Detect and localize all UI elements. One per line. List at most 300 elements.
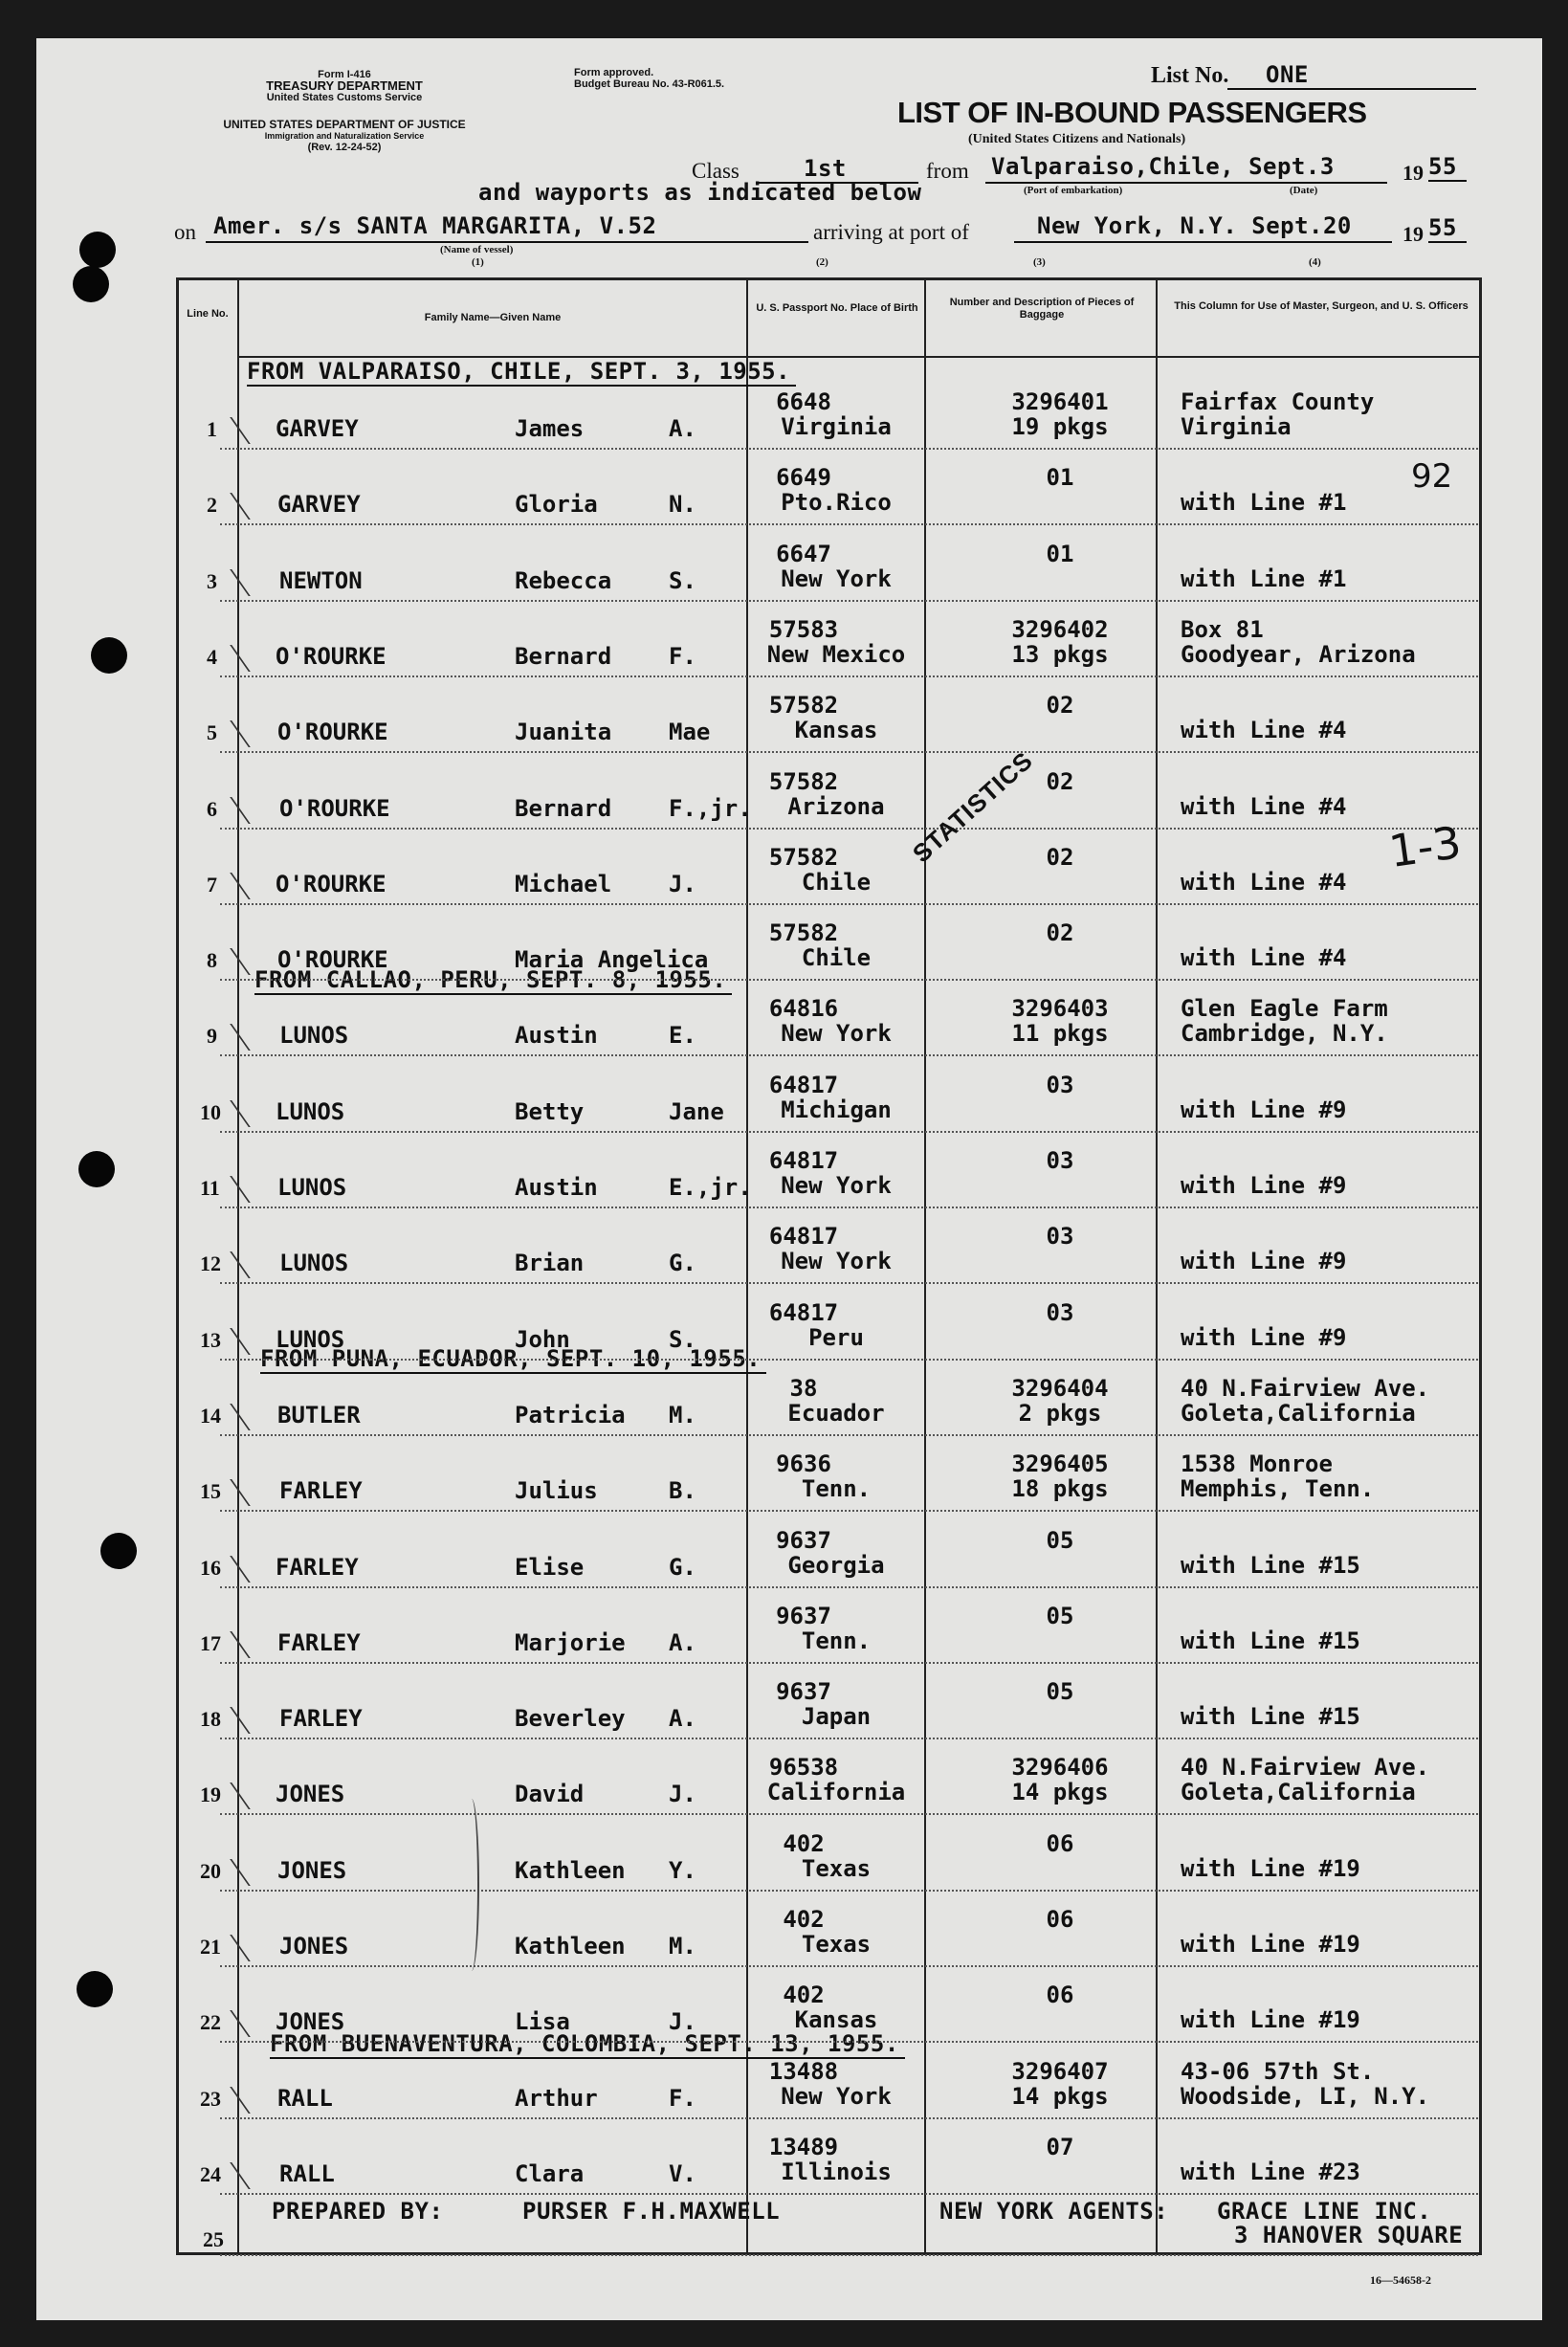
handwritten-mark: 1-3 <box>1385 816 1465 877</box>
place-of-birth: New York <box>781 1172 892 1199</box>
place-of-birth: New York <box>781 1020 892 1048</box>
vessel-value: Amer. s/s SANTA MARGARITA, V.52 <box>213 212 657 239</box>
line-number: 18 <box>200 1707 221 1732</box>
family-name: O'ROURKE <box>277 719 388 746</box>
family-name: LUNOS <box>276 1097 345 1125</box>
family-name: LUNOS <box>279 1022 349 1050</box>
date-caption: (Date) <box>1290 185 1318 196</box>
family-name: GARVEY <box>276 415 359 442</box>
place-of-birth: Texas <box>801 1931 872 1958</box>
middle-initial: Jane <box>669 1097 724 1125</box>
officer-note-line2: Memphis, Tenn. <box>1181 1475 1375 1503</box>
place-of-birth: Texas <box>801 1854 872 1882</box>
place-of-birth: Kansas <box>794 2006 878 2034</box>
baggage-number: 3296407 <box>1011 2057 1109 2085</box>
middle-initial: Mae <box>669 719 711 746</box>
table-row <box>176 906 1482 982</box>
arrival-value: New York, N.Y. Sept.20 <box>1037 212 1352 239</box>
line-number-25: 25 <box>203 2227 224 2251</box>
family-name: O'ROURKE <box>276 642 386 670</box>
given-name: Austin <box>515 1022 598 1050</box>
officer-note-line2: with Line #9 <box>1181 1248 1347 1275</box>
table-row <box>176 830 1482 906</box>
baggage-number: 03 <box>1046 1298 1074 1326</box>
column-marker-4: (4) <box>1309 256 1321 268</box>
baggage-number: 01 <box>1046 464 1074 492</box>
place-of-birth: Virginia <box>781 413 892 440</box>
place-of-birth: New York <box>781 1248 892 1275</box>
row-dotted-rule <box>220 448 1478 450</box>
place-of-birth: California <box>766 1779 906 1806</box>
place-of-birth: Georgia <box>787 1551 885 1579</box>
officer-note-line2: with Line #19 <box>1181 1931 1360 1958</box>
approval-block: Form approved. Budget Bureau No. 43-R061.5. <box>574 67 725 90</box>
vessel-field <box>206 212 808 243</box>
family-name: RALL <box>277 2084 333 2112</box>
officer-note-line2: with Line #15 <box>1181 1627 1360 1654</box>
place-of-birth: Arizona <box>787 792 885 820</box>
family-name: BUTLER <box>277 1401 361 1428</box>
family-name: FARLEY <box>277 1628 361 1656</box>
row-dotted-rule <box>220 523 1478 525</box>
table-row <box>176 451 1482 526</box>
place-of-birth: New York <box>781 2082 892 2110</box>
section-heading: FROM VALPARAISO, CHILE, SEPT. 3, 1955. <box>247 358 796 385</box>
middle-initial: V. <box>669 2159 696 2187</box>
punch-hole <box>100 1533 137 1569</box>
section-heading: FROM CALLAO, PERU, SEPT. 8, 1955. <box>254 966 732 993</box>
baggage-number: 05 <box>1046 1678 1074 1706</box>
vessel-caption: (Name of vessel) <box>440 244 514 255</box>
place-of-birth: Michigan <box>781 1096 892 1123</box>
given-name: Arthur <box>515 2084 598 2112</box>
form-number-block: Form I-416 TREASURY DEPARTMENT United States Customs Service <box>266 69 423 103</box>
given-name: Lisa <box>515 2008 570 2036</box>
family-name: O'ROURKE <box>276 870 386 897</box>
family-name: RALL <box>279 2159 335 2187</box>
given-name: Austin <box>515 1174 598 1201</box>
baggage-pieces: 18 pkgs <box>1011 1475 1109 1503</box>
baggage-number: 02 <box>1046 843 1074 871</box>
class-label: Class <box>692 159 740 183</box>
row-dotted-rule <box>220 1662 1478 1664</box>
table-row <box>176 1589 1482 1665</box>
line-number: 16 <box>200 1555 221 1580</box>
baggage-number: 03 <box>1046 1147 1074 1174</box>
passport-number: 64817 <box>768 1298 839 1326</box>
line-number: 19 <box>200 1782 221 1807</box>
baggage-number: 06 <box>1046 1829 1074 1857</box>
officer-note-line2: with Line #19 <box>1181 2006 1360 2034</box>
passport-number: 9637 <box>776 1526 831 1554</box>
place-of-birth: Illinois <box>781 2158 892 2185</box>
officer-note-line2: with Line #9 <box>1181 1323 1347 1351</box>
place-of-birth: Chile <box>801 868 872 896</box>
officer-note-line2: with Line #1 <box>1181 489 1347 517</box>
table-row <box>176 1286 1482 1362</box>
statistics-stamp: STATISTICS <box>907 745 1039 869</box>
baggage-pieces: 2 pkgs <box>1018 1399 1102 1427</box>
year-value: 55 <box>1428 153 1467 182</box>
middle-initial: G. <box>669 1553 696 1581</box>
from-label: from <box>926 159 969 183</box>
passport-number: 64817 <box>768 1071 839 1098</box>
wayports-text: and wayports as indicated below <box>478 179 922 206</box>
section-heading: FROM PUNA, ECUADOR, SEPT. 10, 1955. <box>260 1345 766 1372</box>
officer-note-line2: Cambridge, N.Y. <box>1181 1020 1388 1048</box>
from-field <box>985 153 1387 184</box>
baggage-number: 07 <box>1046 2133 1074 2160</box>
row-dotted-rule <box>220 979 1478 981</box>
from-value: Valparaiso,Chile, Sept.3 <box>991 153 1335 180</box>
baggage-number: 3296406 <box>1011 1754 1109 1782</box>
officer-note-line1: Fairfax County <box>1181 388 1375 415</box>
passport-number: 64817 <box>768 1223 839 1251</box>
officer-note-line1: 40 N.Fairview Ave. <box>1181 1374 1430 1402</box>
agents-value-2: 3 HANOVER SQUARE <box>1234 2222 1464 2248</box>
row-dotted-rule <box>220 1359 1478 1361</box>
row-dotted-rule <box>220 1207 1478 1208</box>
row-dotted-rule <box>220 675 1478 677</box>
line-number: 1 <box>207 417 217 441</box>
place-of-birth: Chile <box>801 944 872 972</box>
place-of-birth: Pto.Rico <box>781 489 892 517</box>
passport-number: 64817 <box>768 1147 839 1174</box>
middle-initial: E. <box>669 1022 696 1050</box>
arrival-year-value: 55 <box>1428 214 1467 243</box>
middle-initial: S. <box>669 1325 696 1353</box>
middle-initial: A. <box>669 1705 696 1733</box>
passport-number: 57582 <box>768 843 839 871</box>
middle-initial: M. <box>669 1933 696 1960</box>
officer-note-line2: Virginia <box>1181 413 1292 440</box>
middle-initial: J. <box>669 2008 696 2036</box>
header-passport: U. S. Passport No. Place of Birth <box>756 302 918 314</box>
given-name: Gloria <box>515 491 598 519</box>
table-row <box>176 2120 1482 2196</box>
class-value: 1st <box>804 155 847 182</box>
arrival-year-prefix: 19 <box>1402 222 1424 246</box>
baggage-number: 03 <box>1046 1223 1074 1251</box>
passport-number: 57582 <box>768 692 839 720</box>
passport-number: 6647 <box>776 540 831 567</box>
family-name: FARLEY <box>279 1477 363 1505</box>
baggage-number: 3296402 <box>1011 615 1109 643</box>
middle-initial: B. <box>669 1477 696 1505</box>
line-number: 21 <box>200 1935 221 1959</box>
passport-number: 13488 <box>768 2057 839 2085</box>
family-name: FARLEY <box>276 1553 359 1581</box>
column-marker-2: (2) <box>816 256 828 268</box>
baggage-pieces: 11 pkgs <box>1011 1020 1109 1048</box>
baggage-pieces: 13 pkgs <box>1011 640 1109 668</box>
row-dotted-rule <box>220 903 1478 905</box>
given-name: John <box>515 1325 570 1353</box>
baggage-number: 3296403 <box>1011 995 1109 1023</box>
given-name: Brian <box>515 1250 585 1277</box>
given-name: Patricia <box>515 1401 626 1428</box>
baggage-number: 05 <box>1046 1526 1074 1554</box>
place-of-birth: Japan <box>801 1703 872 1731</box>
line-number: 15 <box>200 1479 221 1504</box>
given-name: Marjorie <box>515 1628 626 1656</box>
middle-initial: G. <box>669 1250 696 1277</box>
doj-block: UNITED STATES DEPARTMENT OF JUSTICE Immigration and Naturalization Service (Rev. 12-24-52) <box>223 118 466 153</box>
agents-label: NEW YORK AGENTS: <box>939 2198 1169 2225</box>
passport-number: 57583 <box>768 615 839 643</box>
middle-initial: Y. <box>669 1856 696 1884</box>
baggage-number: 01 <box>1046 540 1074 567</box>
agents-value-1: GRACE LINE INC. <box>1217 2198 1432 2225</box>
place-of-birth: Ecuador <box>787 1399 885 1427</box>
punch-hole <box>73 266 109 302</box>
place-of-birth: Tenn. <box>801 1627 872 1654</box>
given-name: James <box>515 415 585 442</box>
form-code: 16—54658-2 <box>1370 2273 1431 2287</box>
line-number: 2 <box>207 493 217 518</box>
year-prefix: 19 <box>1402 161 1424 185</box>
officer-note-line1: Glen Eagle Farm <box>1181 995 1388 1023</box>
prepared-by-label: PREPARED BY: <box>272 2198 444 2225</box>
given-name: Julius <box>515 1477 598 1505</box>
officer-note-line2: Goleta,California <box>1181 1779 1416 1806</box>
header-baggage: Number and Description of Pieces of Baggage <box>949 297 1135 321</box>
middle-initial: F.,jr. <box>669 794 752 822</box>
header-line-no: Line No. <box>187 308 229 320</box>
row-dotted-rule <box>220 1890 1478 1892</box>
section-heading: FROM BUENAVENTURA, COLOMBIA, SEPT. 13, 1955. <box>270 2030 905 2057</box>
passport-number: 402 <box>783 1829 825 1857</box>
header-officers: This Column for Use of Master, Surgeon, and U. S. Officers <box>1174 300 1469 312</box>
form-title: LIST OF IN-BOUND PASSENGERS <box>897 96 1367 129</box>
row-dotted-rule <box>220 751 1478 753</box>
family-name: LUNOS <box>276 1325 345 1353</box>
table-row <box>176 1362 1482 1437</box>
given-name: Rebecca <box>515 566 612 594</box>
baggage-pieces: 14 pkgs <box>1011 2082 1109 2110</box>
place-of-birth: Tenn. <box>801 1475 872 1503</box>
family-name: GARVEY <box>277 491 361 519</box>
family-name: FARLEY <box>279 1705 363 1733</box>
baggage-number: 06 <box>1046 1982 1074 2009</box>
given-name: Beverley <box>515 1705 626 1733</box>
family-name: JONES <box>279 1933 349 1960</box>
given-name: Betty <box>515 1097 585 1125</box>
line-number: 14 <box>200 1403 221 1428</box>
middle-initial: F. <box>669 2084 696 2112</box>
family-name: JONES <box>276 1781 345 1808</box>
officer-note-line2: with Line #4 <box>1181 868 1347 896</box>
baggage-number: 3296404 <box>1011 1374 1109 1402</box>
family-name: LUNOS <box>277 1174 347 1201</box>
baggage-number: 05 <box>1046 1602 1074 1629</box>
middle-initial: A. <box>669 415 696 442</box>
handwritten-stroke <box>464 1799 479 1971</box>
column-marker-3: (3) <box>1033 256 1046 268</box>
row-dotted-rule <box>220 2041 1478 2043</box>
line-number: 10 <box>200 1099 221 1124</box>
handwritten-number: 92 <box>1411 457 1453 496</box>
punch-hole <box>77 1971 113 2007</box>
middle-initial: F. <box>669 642 696 670</box>
table-row <box>176 678 1482 754</box>
arriving-label: arriving at port of <box>813 220 969 244</box>
middle-initial: S. <box>669 566 696 594</box>
passport-number: 6649 <box>776 464 831 492</box>
middle-initial: N. <box>669 491 696 519</box>
place-of-birth: New York <box>781 565 892 592</box>
row-dotted-rule <box>220 2254 1478 2256</box>
passport-number: 9637 <box>776 1678 831 1706</box>
officer-note-line1: 43-06 57th St. <box>1181 2057 1375 2085</box>
table-row <box>176 1740 1482 1816</box>
baggage-number: 02 <box>1046 919 1074 947</box>
prepared-by-value: PURSER F.H.MAXWELL <box>522 2198 781 2225</box>
line-number: 22 <box>200 2010 221 2035</box>
middle-initial: M. <box>669 1401 696 1428</box>
table-row <box>176 1893 1482 1968</box>
place-of-birth: Peru <box>808 1323 864 1351</box>
officer-note-line2: with Line #23 <box>1181 2158 1360 2185</box>
officer-note-line2: with Line #9 <box>1181 1096 1347 1123</box>
row-dotted-rule <box>220 600 1478 602</box>
line-number: 17 <box>200 1630 221 1655</box>
officer-note-line2: Goodyear, Arizona <box>1181 640 1416 668</box>
line-number: 11 <box>200 1176 220 1200</box>
given-name: Michael <box>515 870 612 897</box>
list-no-label: List No. <box>1151 63 1229 88</box>
given-name: Bernard <box>515 794 612 822</box>
given-name: Kathleen <box>515 1933 626 1960</box>
passport-number: 9636 <box>776 1450 831 1478</box>
family-name: O'ROURKE <box>279 794 390 822</box>
table-row <box>176 603 1482 678</box>
given-name: David <box>515 1781 585 1808</box>
punch-hole <box>91 637 127 674</box>
passport-number: 6648 <box>776 388 831 415</box>
on-label: on <box>174 220 196 244</box>
middle-initial: J. <box>669 1781 696 1808</box>
line-number: 4 <box>207 644 217 669</box>
officer-note-line2: with Line #1 <box>1181 565 1347 592</box>
passport-number: 13489 <box>768 2133 839 2160</box>
baggage-number: 06 <box>1046 1906 1074 1933</box>
place-of-birth: Kansas <box>794 717 878 744</box>
baggage-pieces: 19 pkgs <box>1011 413 1109 440</box>
passport-number: 64816 <box>768 995 839 1023</box>
passport-number: 38 <box>789 1374 818 1402</box>
baggage-number: 02 <box>1046 767 1074 795</box>
baggage-number: 3296401 <box>1011 388 1109 415</box>
officer-note-line2: Woodside, LI, N.Y. <box>1181 2082 1430 2110</box>
table-row <box>176 982 1482 1057</box>
row-dotted-rule <box>220 1965 1478 1967</box>
punch-hole <box>79 232 116 268</box>
row-dotted-rule <box>220 1586 1478 1588</box>
given-name: Bernard <box>515 642 612 670</box>
line-number: 3 <box>207 568 217 593</box>
line-number: 8 <box>207 948 217 973</box>
passport-number: 57582 <box>768 767 839 795</box>
table-row <box>176 2045 1482 2120</box>
table-row <box>176 527 1482 603</box>
table-row <box>176 1058 1482 1134</box>
row-dotted-rule <box>220 2117 1478 2119</box>
given-name: Maria Angelica <box>515 946 709 974</box>
column-marker-1: (1) <box>472 256 484 268</box>
list-no-value: ONE <box>1266 61 1309 88</box>
family-name: O'ROURKE <box>277 946 388 974</box>
officer-note-line2: with Line #4 <box>1181 717 1347 744</box>
place-of-birth: New Mexico <box>766 640 906 668</box>
passport-number: 96538 <box>768 1754 839 1782</box>
line-number: 5 <box>207 720 217 745</box>
table-row <box>176 1209 1482 1285</box>
officer-note-line2: with Line #15 <box>1181 1551 1360 1579</box>
family-name: JONES <box>277 1856 347 1884</box>
arrival-field <box>1014 212 1392 243</box>
officer-note-line1: 1538 Monroe <box>1181 1450 1333 1478</box>
officer-note-line2: with Line #15 <box>1181 1703 1360 1731</box>
passport-number: 57582 <box>768 919 839 947</box>
officer-note-line2: with Line #4 <box>1181 944 1347 972</box>
middle-initial: A. <box>669 1628 696 1656</box>
passport-number: 402 <box>783 1906 825 1933</box>
table-row <box>176 755 1482 830</box>
line-number: 24 <box>200 2161 221 2186</box>
baggage-pieces: 14 pkgs <box>1011 1779 1109 1806</box>
table-row <box>176 1817 1482 1893</box>
line-number: 6 <box>207 796 217 821</box>
family-name: LUNOS <box>279 1250 349 1277</box>
line-number: 9 <box>207 1024 217 1049</box>
table-row <box>176 1437 1482 1513</box>
line-number: 23 <box>200 2086 221 2111</box>
officer-note-line1: Box 81 <box>1181 615 1264 643</box>
row-dotted-rule <box>220 1813 1478 1815</box>
table-row <box>176 1968 1482 2044</box>
line-number: 7 <box>207 872 217 897</box>
given-name: Kathleen <box>515 1856 626 1884</box>
table-row <box>176 1514 1482 1589</box>
row-dotted-rule <box>220 2193 1478 2195</box>
officer-note-line2: with Line #4 <box>1181 792 1347 820</box>
middle-initial: J. <box>669 870 696 897</box>
line-number: 12 <box>200 1251 221 1276</box>
row-dotted-rule <box>220 1738 1478 1739</box>
list-no-field <box>1227 61 1476 90</box>
baggage-number: 03 <box>1046 1071 1074 1098</box>
row-dotted-rule <box>220 1434 1478 1436</box>
passport-number: 402 <box>783 1982 825 2009</box>
family-name: NEWTON <box>279 566 363 594</box>
middle-initial: E.,jr. <box>669 1174 752 1201</box>
table-row <box>176 375 1482 451</box>
table-row <box>176 1134 1482 1209</box>
row-dotted-rule <box>220 1282 1478 1284</box>
officer-note-line2: with Line #9 <box>1181 1172 1347 1199</box>
row-dotted-rule <box>220 1510 1478 1512</box>
given-name: Elise <box>515 1553 585 1581</box>
header-name: Family Name—Given Name <box>424 312 562 323</box>
family-name: JONES <box>276 2008 345 2036</box>
given-name: Clara <box>515 2159 585 2187</box>
row-dotted-rule <box>220 828 1478 830</box>
officer-note-line1: 40 N.Fairview Ave. <box>1181 1754 1430 1782</box>
passport-number: 9637 <box>776 1602 831 1629</box>
officer-note-line2: Goleta,California <box>1181 1399 1416 1427</box>
line-number: 13 <box>200 1327 221 1352</box>
